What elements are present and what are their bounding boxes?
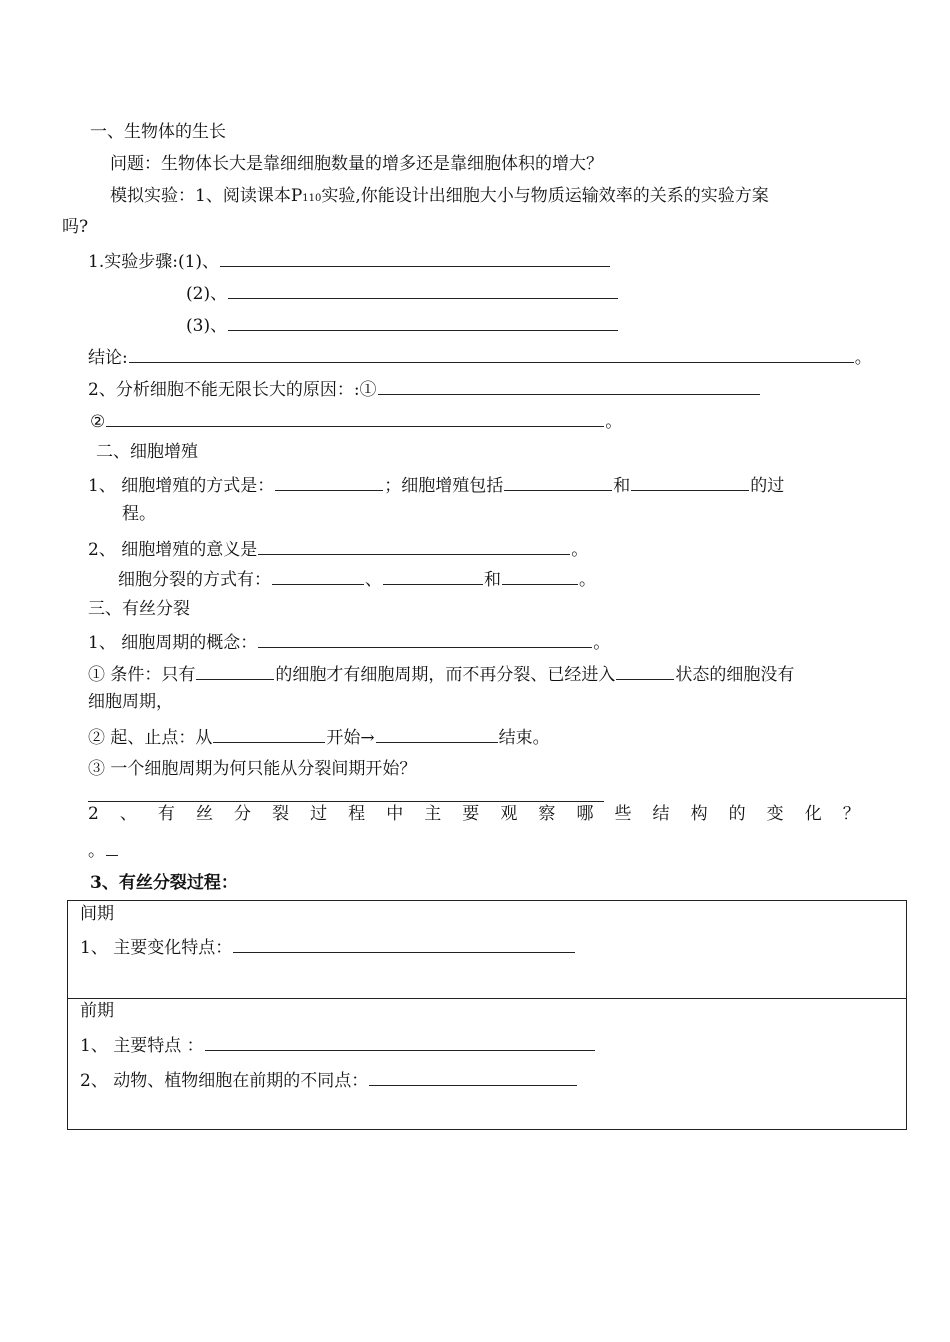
section2-heading: 二、细胞增殖 bbox=[96, 442, 198, 462]
q2-char: 2 bbox=[88, 804, 99, 824]
section3-heading: 三、有丝分裂 bbox=[88, 599, 190, 619]
item1-b: ；细胞增殖包括 bbox=[384, 476, 504, 496]
interphase-item-1 bbox=[80, 935, 576, 959]
q2-char: 些 bbox=[614, 804, 632, 824]
proliferation-item-1 bbox=[88, 473, 784, 497]
includes-blank-1[interactable] bbox=[504, 473, 612, 491]
condition-line bbox=[88, 662, 794, 686]
sim-suffix: 实验,你能设计出细胞大小与物质运输效率的关系的实验方案 bbox=[321, 186, 769, 206]
q2-char: 结 bbox=[652, 804, 670, 824]
division-blank-1[interactable] bbox=[272, 567, 364, 585]
answer-rule bbox=[88, 801, 604, 802]
item1-a: 1、 细胞增殖的方式是： bbox=[88, 476, 275, 496]
cond-a: ① 条件：只有 bbox=[88, 665, 196, 685]
reason2-blank[interactable] bbox=[106, 409, 604, 427]
reason-end: 。 bbox=[605, 412, 623, 432]
item1-c: 和 bbox=[613, 476, 631, 496]
why-question: ③ 一个细胞周期为何只能从分裂间期开始？ bbox=[88, 759, 417, 779]
cell-cycle-concept bbox=[88, 630, 610, 654]
steps-label: 1.实验步骤:(1)、 bbox=[88, 252, 220, 272]
division-a: 细胞分裂的方式有： bbox=[118, 570, 271, 590]
q2-char: ？ bbox=[842, 804, 860, 824]
cycle-end: 。 bbox=[593, 633, 611, 653]
reason2-label: ② bbox=[90, 412, 106, 432]
section1-heading: 一、生物体的生长 bbox=[90, 122, 226, 142]
condition-blank-2[interactable] bbox=[616, 662, 674, 680]
simulation-experiment bbox=[110, 185, 769, 210]
cycle-label: 1、 细胞周期的概念： bbox=[88, 633, 258, 653]
prophase-blank-2[interactable] bbox=[369, 1068, 577, 1086]
cond-c: 状态的细胞没有 bbox=[675, 665, 795, 685]
step2-blank[interactable] bbox=[228, 281, 618, 299]
division-blank-3[interactable] bbox=[502, 567, 578, 585]
step2-label: (2)、 bbox=[186, 284, 228, 304]
prophase-item2-label: 2、 动物、植物细胞在前期的不同点： bbox=[80, 1071, 369, 1091]
division-blank-2[interactable] bbox=[383, 567, 483, 585]
division-methods bbox=[118, 567, 596, 591]
reason1-blank[interactable] bbox=[378, 377, 760, 395]
start-end-line bbox=[88, 725, 550, 749]
q2-char: 裂 bbox=[272, 804, 290, 824]
structure-change-question bbox=[88, 803, 860, 825]
includes-blank-2[interactable] bbox=[631, 473, 749, 491]
end-blank[interactable] bbox=[376, 725, 498, 743]
section1-question: 问题：生物体长大是靠细细胞数量的增多还是靠细胞体积的增大？ bbox=[110, 154, 603, 174]
mitosis-process-title: 3、有丝分裂过程： bbox=[90, 873, 238, 893]
start-a: ② 起、止点：从 bbox=[88, 728, 213, 748]
q2-char: 过 bbox=[310, 804, 328, 824]
q2-char: 的 bbox=[728, 804, 746, 824]
start-c: 结束。 bbox=[498, 728, 550, 748]
table-divider bbox=[68, 998, 906, 999]
condition-blank-1[interactable] bbox=[196, 662, 274, 680]
prophase-item-1 bbox=[80, 1033, 596, 1057]
item1-d: 的过 bbox=[750, 476, 785, 496]
q2-char: 要 bbox=[462, 804, 480, 824]
proliferation-item-2 bbox=[88, 537, 588, 561]
item2-end: 。 bbox=[571, 540, 589, 560]
significance-blank[interactable] bbox=[258, 537, 570, 555]
q2-char: 变 bbox=[766, 804, 784, 824]
item2-label: 2、 细胞增殖的意义是 bbox=[88, 540, 258, 560]
conclusion-end: 。 bbox=[854, 348, 872, 368]
prophase-item-2 bbox=[80, 1068, 578, 1092]
interphase-title: 间期 bbox=[80, 904, 114, 924]
prophase-blank-1[interactable] bbox=[205, 1033, 595, 1051]
q2-char: 、 bbox=[119, 804, 137, 824]
conclusion-label: 结论: bbox=[88, 348, 128, 368]
experiment-step-3 bbox=[186, 313, 619, 337]
sim-page-number: 110 bbox=[302, 193, 322, 204]
start-blank[interactable] bbox=[213, 725, 325, 743]
step1-blank[interactable] bbox=[220, 249, 610, 267]
conclusion-line bbox=[88, 345, 872, 369]
q2-char: 中 bbox=[386, 804, 404, 824]
sim-continuation: 吗? bbox=[62, 217, 89, 237]
prophase-title: 前期 bbox=[80, 1001, 114, 1021]
q2-blank[interactable] bbox=[106, 838, 118, 856]
reason-line-2 bbox=[90, 409, 622, 433]
method-blank[interactable] bbox=[275, 473, 383, 491]
q2-end: 。 bbox=[88, 841, 105, 861]
condition-continuation: 细胞周期， bbox=[88, 692, 173, 712]
q2-char: 构 bbox=[690, 804, 708, 824]
experiment-step-1 bbox=[88, 249, 611, 273]
division-c: 和 bbox=[484, 570, 501, 590]
reason-line-1 bbox=[88, 377, 761, 401]
sim-page-letter: P bbox=[290, 186, 303, 206]
q2-char: 分 bbox=[234, 804, 252, 824]
q2-char: 哪 bbox=[576, 804, 594, 824]
division-b: 、 bbox=[365, 570, 382, 590]
interphase-blank[interactable] bbox=[233, 935, 575, 953]
start-b: 开始→ bbox=[326, 728, 375, 748]
q2-char: 察 bbox=[538, 804, 556, 824]
prophase-item1-label: 1、 主要特点 ： bbox=[80, 1036, 204, 1056]
division-end: 。 bbox=[579, 570, 596, 590]
cond-b: 的细胞才有细胞周期，而不再分裂、已经进入 bbox=[275, 665, 616, 685]
experiment-step-2 bbox=[186, 281, 619, 305]
item1-continuation: 程。 bbox=[122, 504, 156, 524]
q2-char: 丝 bbox=[195, 804, 213, 824]
sim-prefix: 模拟实验：1、阅读课本 bbox=[110, 186, 291, 206]
q2-char: 有 bbox=[157, 804, 175, 824]
reason-label: 2、分析细胞不能无限长大的原因：:① bbox=[88, 380, 377, 400]
q2-char: 化 bbox=[804, 804, 822, 824]
conclusion-blank[interactable] bbox=[129, 345, 854, 363]
q2-char: 观 bbox=[500, 804, 518, 824]
interphase-item1-label: 1、 主要变化特点： bbox=[80, 938, 233, 958]
q2-char: 主 bbox=[424, 804, 442, 824]
cycle-blank[interactable] bbox=[258, 630, 592, 648]
step3-blank[interactable] bbox=[228, 313, 618, 331]
step3-label: (3)、 bbox=[186, 316, 228, 336]
q2-char: 程 bbox=[348, 804, 366, 824]
q2-end-line bbox=[88, 838, 119, 862]
